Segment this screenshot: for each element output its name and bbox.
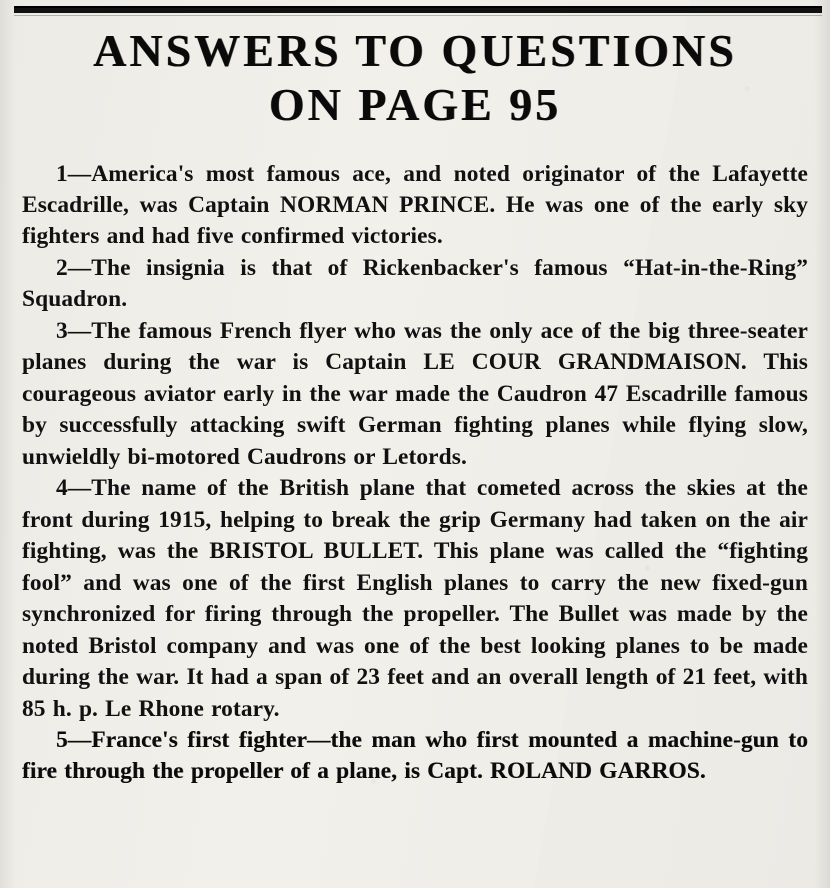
answer-item-1: 1—America's most famous ace, and noted originator of the Lafayette Escadrille, was Captain NORMAN PRINCE. He was one of the early sky fighters and had five confirmed victories. <box>22 160 808 250</box>
page-title <box>22 0 808 133</box>
answer-item-5: 5—France's first fighter—the man who first mounted a machine-gun to fire through the propeller of a plane, is Capt. ROLAND GARROS. <box>22 726 808 785</box>
answer-item-4: 4—The name of the British plane that cometed across the skies at the front during 1915, helping to break the grip Germany had taken on the air fighting, was the BRISTOL BULLET. This plane was called the “fighting fool” and was one of the first English planes to carry the new fixed-gun synchronized for firing through the propeller. The Bullet was made by the noted Bristol company and was one of the best looking planes to be made during the war. It had a span of 23 feet and an overall length of 21 feet, with 85 h. p. Le Rhone rotary. <box>22 475 808 722</box>
page-edge-shadow-left <box>0 0 16 888</box>
page-edge-shadow-right <box>814 0 830 888</box>
answer-item-2: 2—The insignia is that of Rickenbacker's famous “Hat-in-the-Ring” Squadron. <box>22 254 808 313</box>
answers-list <box>22 159 808 788</box>
headline-line-1: ANSWERS TO QUESTIONS <box>93 25 737 76</box>
answer-item-3: 3—The famous French flyer who was the only ace of the big three-seater planes during the war is Captain LE COUR GRANDMAISON. This courageous aviator early in the war made the Caudron 47 Escadrille famous by successfully attacking swift German fighting planes while flying slow, unwieldly bi-motored Caudrons or Letords. <box>22 317 808 470</box>
headline-line-2: ON PAGE 95 <box>268 79 562 131</box>
header-rule <box>14 6 822 13</box>
